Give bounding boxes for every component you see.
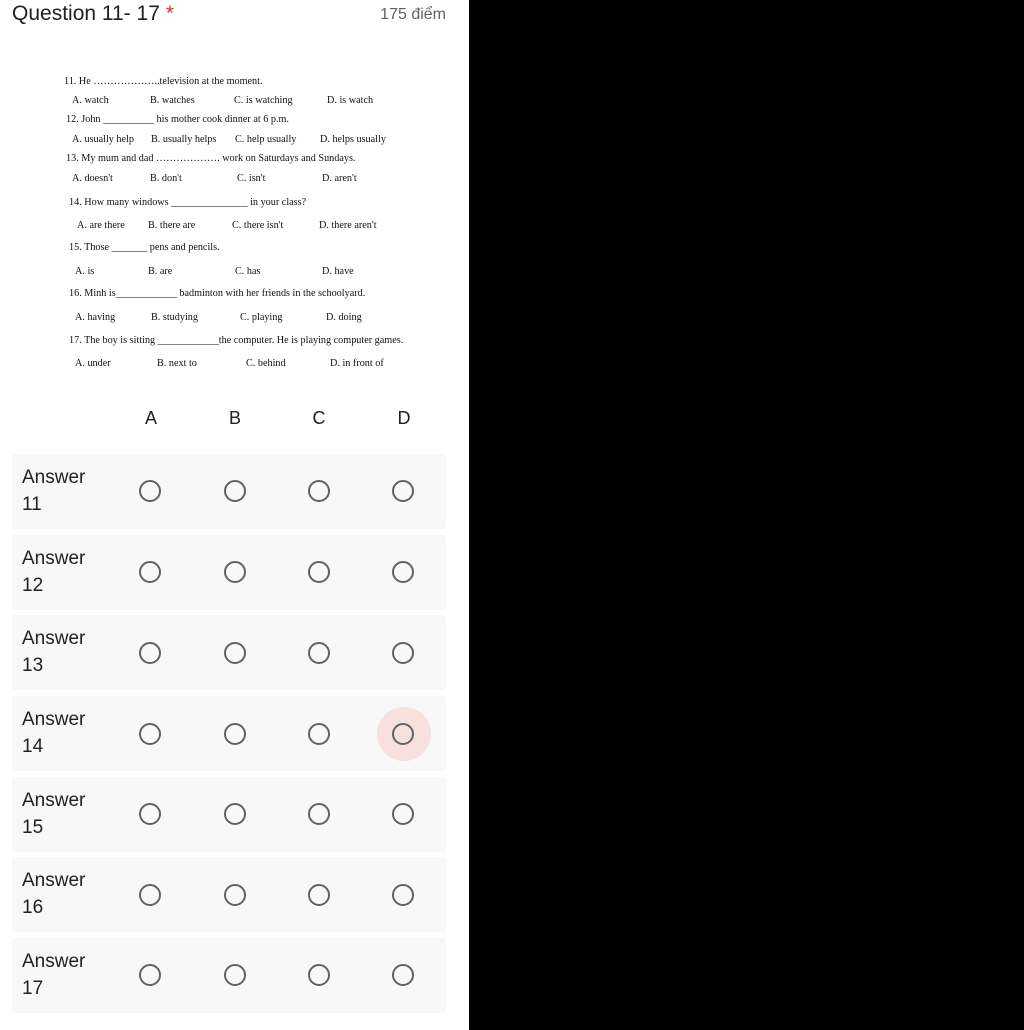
- row-label: [22, 948, 112, 1002]
- worksheet-option: B. watches: [150, 95, 195, 106]
- row-label-word: Answer: [22, 951, 86, 972]
- radio-13-c[interactable]: [308, 642, 330, 664]
- radio-11-d[interactable]: [392, 480, 414, 502]
- worksheet-stem-13: 13. My mum and dad ………………. work on Saturdays and Sundays.: [66, 153, 356, 164]
- radio-17-a[interactable]: [139, 964, 161, 986]
- radio-15-c[interactable]: [308, 803, 330, 825]
- row-label-number: 11: [22, 494, 42, 515]
- worksheet-option: B. studying: [151, 312, 198, 323]
- radio-12-d[interactable]: [392, 561, 414, 583]
- worksheet-option: B. don't: [150, 173, 182, 184]
- grid-row-answer-11: [12, 454, 446, 529]
- row-label-word: Answer: [22, 870, 86, 891]
- worksheet-stem-17: 17. The boy is sitting ____________the computer. He is playing computer games.: [69, 335, 404, 346]
- worksheet-option: C. playing: [240, 312, 283, 323]
- radio-17-b[interactable]: [224, 964, 246, 986]
- radio-13-a[interactable]: [139, 642, 161, 664]
- radio-13-d[interactable]: [392, 642, 414, 664]
- worksheet-option: D. in front of: [330, 358, 384, 369]
- radio-14-d[interactable]: [392, 723, 414, 745]
- row-label-number: 17: [22, 978, 44, 999]
- grid-row-answer-12: [12, 535, 446, 610]
- worksheet-image: [0, 0, 469, 390]
- radio-16-c[interactable]: [308, 884, 330, 906]
- grid-row-answer-15: [12, 777, 446, 852]
- row-label-word: Answer: [22, 467, 86, 488]
- radio-11-a[interactable]: [139, 480, 161, 502]
- worksheet-stem-12: 12. John __________ his mother cook dinner at 6 p.m.: [66, 114, 289, 125]
- required-marker: *: [165, 2, 175, 25]
- grid-row-answer-14: [12, 696, 446, 771]
- radio-12-a[interactable]: [139, 561, 161, 583]
- form-question-panel: [0, 0, 469, 1030]
- worksheet-option: C. behind: [246, 358, 286, 369]
- worksheet-option: A. doesn't: [72, 173, 113, 184]
- column-header-b: B: [228, 408, 241, 428]
- row-label-number: 15: [22, 817, 44, 838]
- worksheet-option: C. there isn't: [232, 220, 284, 231]
- row-label-word: Answer: [22, 548, 86, 569]
- row-label-number: 14: [22, 736, 44, 757]
- worksheet-option: B. there are: [148, 220, 196, 231]
- worksheet-option: C. has: [235, 266, 261, 277]
- row-label: [22, 867, 112, 921]
- worksheet-option: D. aren't: [322, 173, 357, 184]
- worksheet-option: C. isn't: [237, 173, 266, 184]
- worksheet-option: D. is watch: [327, 95, 374, 106]
- worksheet-stem-16: 16. Minh is____________ badminton with her friends in the schoolyard.: [69, 288, 366, 299]
- row-label: [22, 787, 112, 841]
- worksheet-option: B. next to: [157, 358, 197, 369]
- worksheet-option: A. under: [75, 358, 111, 369]
- row-label: [22, 545, 112, 599]
- worksheet-option: B. usually helps: [151, 134, 217, 145]
- radio-15-d[interactable]: [392, 803, 414, 825]
- worksheet-option: D. helps usually: [320, 134, 386, 145]
- worksheet-option: C. is watching: [234, 95, 293, 106]
- question-points: 175 điểm: [380, 6, 446, 23]
- worksheet-stem-15: 15. Those _______ pens and pencils.: [69, 242, 220, 253]
- radio-15-b[interactable]: [224, 803, 246, 825]
- grid-row-answer-13: [12, 615, 446, 690]
- worksheet-option: D. doing: [326, 312, 362, 323]
- column-header-d: D: [397, 408, 411, 428]
- row-label-number: 16: [22, 897, 44, 918]
- radio-13-b[interactable]: [224, 642, 246, 664]
- radio-14-a[interactable]: [139, 723, 161, 745]
- radio-16-a[interactable]: [139, 884, 161, 906]
- grid-row-answer-17: [12, 938, 446, 1013]
- row-label-number: 12: [22, 575, 44, 596]
- column-header-a: A: [144, 408, 157, 428]
- row-label-word: Answer: [22, 628, 86, 649]
- worksheet-option: A. watch: [72, 95, 109, 106]
- question-title-text: Question 11- 17: [12, 2, 160, 25]
- row-label: [22, 706, 112, 760]
- radio-16-b[interactable]: [224, 884, 246, 906]
- radio-11-b[interactable]: [224, 480, 246, 502]
- worksheet-option: A. are there: [77, 220, 125, 231]
- worksheet-stem-14: 14. How many windows _______________ in your class?: [69, 197, 307, 208]
- radio-17-d[interactable]: [392, 964, 414, 986]
- row-label-word: Answer: [22, 790, 86, 811]
- worksheet-option: A. having: [75, 312, 116, 323]
- radio-17-c[interactable]: [308, 964, 330, 986]
- row-label: [22, 625, 112, 679]
- radio-11-c[interactable]: [308, 480, 330, 502]
- worksheet-option: D. there aren't: [319, 220, 377, 231]
- row-label: [22, 464, 112, 518]
- row-label-number: 13: [22, 655, 44, 676]
- worksheet-option: A. usually help: [72, 134, 134, 145]
- radio-12-b[interactable]: [224, 561, 246, 583]
- radio-16-d[interactable]: [392, 884, 414, 906]
- worksheet-stem-11: 11. He ………………..television at the moment.: [64, 76, 263, 87]
- radio-15-a[interactable]: [139, 803, 161, 825]
- radio-12-c[interactable]: [308, 561, 330, 583]
- grid-row-answer-16: [12, 857, 446, 932]
- worksheet-option: B. are: [148, 266, 173, 277]
- radio-14-b[interactable]: [224, 723, 246, 745]
- worksheet-option: C. help usually: [235, 134, 297, 145]
- column-header-c: C: [312, 408, 326, 428]
- worksheet-option: A. is: [75, 266, 95, 277]
- worksheet-option: D. have: [322, 266, 354, 277]
- radio-14-c[interactable]: [308, 723, 330, 745]
- row-label-word: Answer: [22, 709, 86, 730]
